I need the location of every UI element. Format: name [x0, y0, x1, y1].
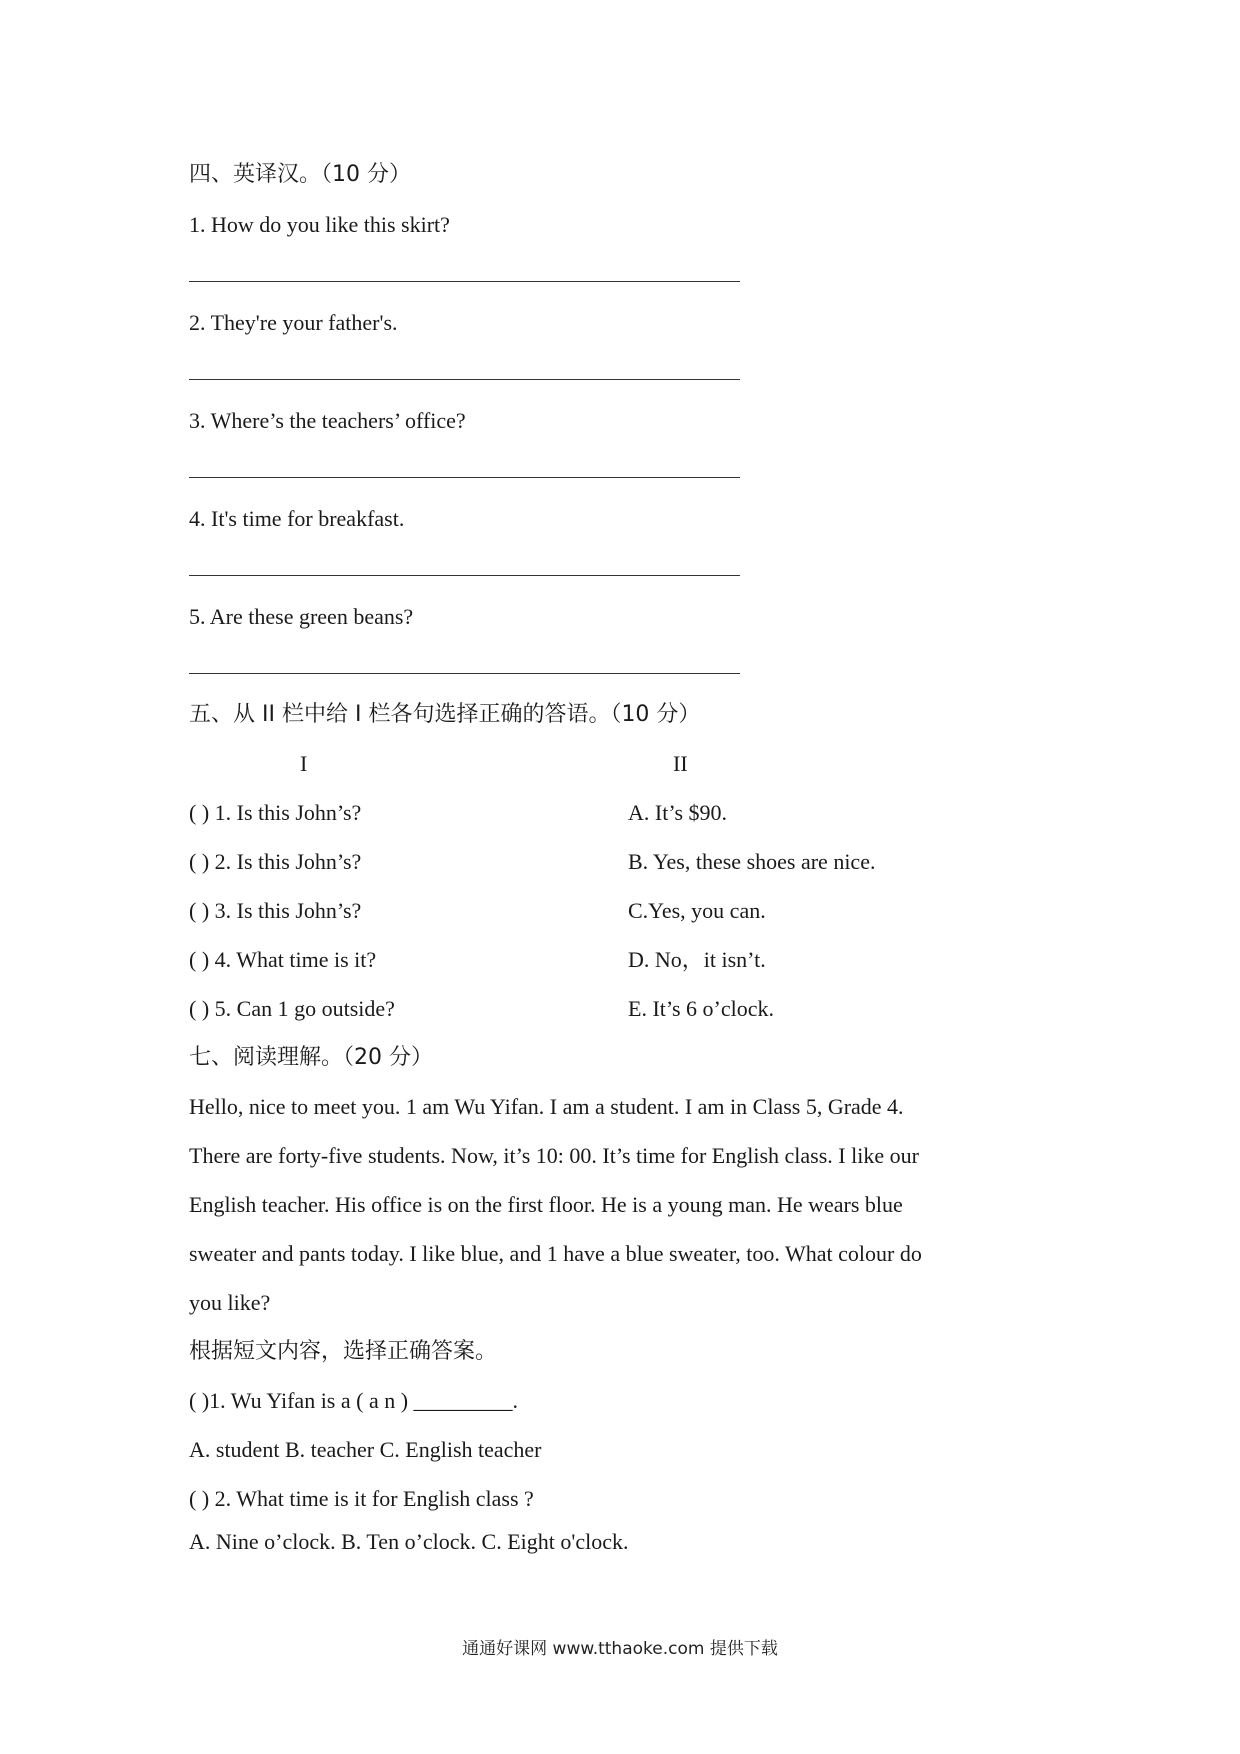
section7-title: 七、阅读理解。（20 分）	[189, 1045, 433, 1070]
answer-line-2[interactable]	[189, 379, 740, 380]
section4-item-5: 5. Are these green beans?	[189, 604, 414, 629]
reading-question-2: ( ) 2. What time is it for English class ?	[189, 1486, 534, 1511]
footer-watermark: 通通好课网 www.tthaoke.com 提供下载	[462, 1639, 778, 1659]
match-question-5: ( ) 5. Can 1 go outside?	[189, 996, 395, 1021]
match-answer-d: D. No，it isn’t.	[628, 947, 766, 972]
passage-line-4: sweater and pants today. I like blue, and 1 have a blue sweater, too. What colour do	[189, 1241, 922, 1266]
answer-line-5[interactable]	[189, 673, 740, 674]
section5-title: 五、从 II 栏中给 I 栏各句选择正确的答语。（10 分）	[189, 702, 701, 727]
section4-item-2: 2. They're your father's.	[189, 310, 398, 335]
section4-item-4: 4. It's time for breakfast.	[189, 506, 405, 531]
match-question-1: ( ) 1. Is this John’s?	[189, 800, 362, 825]
reading-instruction: 根据短文内容，选择正确答案。	[189, 1339, 498, 1364]
passage-line-3: English teacher. His office is on the first floor. He is a young man. He wears blue	[189, 1192, 903, 1217]
section4-title: 四、英译汉。（10 分）	[189, 162, 411, 187]
section4-item-1: 1. How do you like this skirt?	[189, 212, 450, 237]
match-answer-c: C.Yes, you can.	[628, 898, 766, 923]
answer-line-4[interactable]	[189, 575, 740, 576]
match-question-4: ( ) 4. What time is it?	[189, 947, 377, 972]
reading-question-2-options: A. Nine o’clock. B. Ten o’clock. C. Eight o'clock.	[189, 1529, 629, 1554]
answer-line-3[interactable]	[189, 477, 740, 478]
reading-question-1-options: A. student B. teacher C. English teacher	[189, 1437, 542, 1462]
passage-line-2: There are forty-five students. Now, it’s 10: 00. It’s time for English class. I like our	[189, 1143, 919, 1168]
match-answer-a: A. It’s $90.	[628, 800, 727, 825]
answer-line-1[interactable]	[189, 281, 740, 282]
match-answer-b: B. Yes, these shoes are nice.	[628, 849, 876, 874]
reading-question-1: ( )1. Wu Yifan is a ( a n ) _________.	[189, 1388, 519, 1413]
section4-item-3: 3. Where’s the teachers’ office?	[189, 408, 466, 433]
column-ii-header: II	[673, 751, 688, 776]
column-i-header: I	[300, 751, 308, 776]
passage-line-5: you like?	[189, 1290, 271, 1315]
match-question-3: ( ) 3. Is this John’s?	[189, 898, 362, 923]
passage-line-1: Hello, nice to meet you. 1 am Wu Yifan. I am a student. I am in Class 5, Grade 4.	[189, 1094, 904, 1119]
match-question-2: ( ) 2. Is this John’s?	[189, 849, 362, 874]
match-answer-e: E. It’s 6 o’clock.	[628, 996, 775, 1021]
